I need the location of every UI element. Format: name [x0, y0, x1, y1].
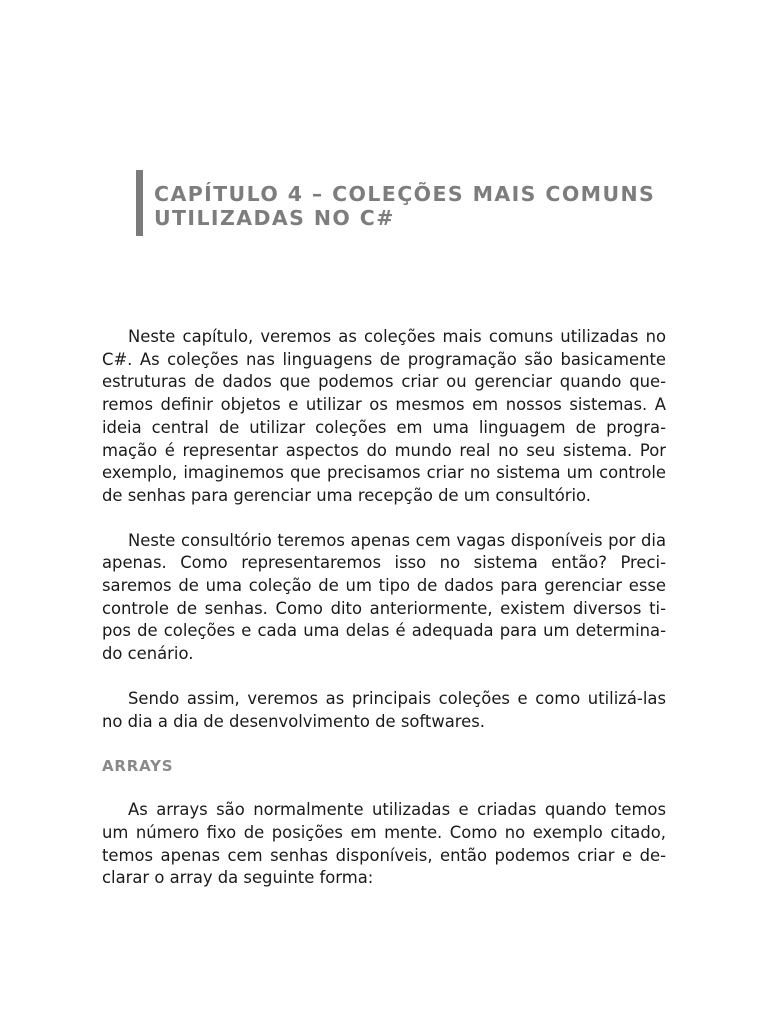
chapter-accent-bar: [136, 170, 143, 236]
paragraph-conclusion: Sendo assim, veremos as principais coleções e como utilizá-las no dia a dia de desenvolvimento de softwares.: [102, 688, 666, 731]
paragraph-consultorio: Neste consultório teremos apenas cem vagas disponíveis por dia apenas. Como representaremos isso no sistema então? Precisaremos de uma coleção de um tipo de dados para gerenciar esse controle de senhas. Como dito anteriormente, existem diversos tipos de coleções e cada uma delas é adequada para um determinado cenário.: [102, 530, 666, 664]
paragraph-intro: Neste capítulo, veremos as coleções mais comuns utilizadas no C#. As coleções nas linguagens de programação são basicamente estruturas de dados que podemos criar ou gerenciar quando queremos definir objetos e utilizar os mesmos em nossos sistemas. A ideia central de utilizar coleções em uma linguagem de programação é representar aspectos do mundo real no seu sistema. Por exemplo, imaginemos que precisamos criar no sistema um controle de senhas para gerenciar uma recepção de um consultório.: [102, 327, 666, 505]
body-content: [102, 326, 666, 890]
chapter-title: CAPÍTULO 4 – COLEÇÕES MAIS COMUNS UTILIZADAS NO C#: [154, 182, 656, 230]
chapter-header: [136, 170, 676, 236]
paragraph-arrays: As arrays são normalmente utilizadas e criadas quando temos um número fixo de posições em mente. Como no exemplo citado, temos apenas cem senhas disponíveis, então podemos criar e declarar o array da seguinte forma:: [102, 800, 666, 888]
section-heading-arrays: ARRAYS: [102, 757, 174, 776]
